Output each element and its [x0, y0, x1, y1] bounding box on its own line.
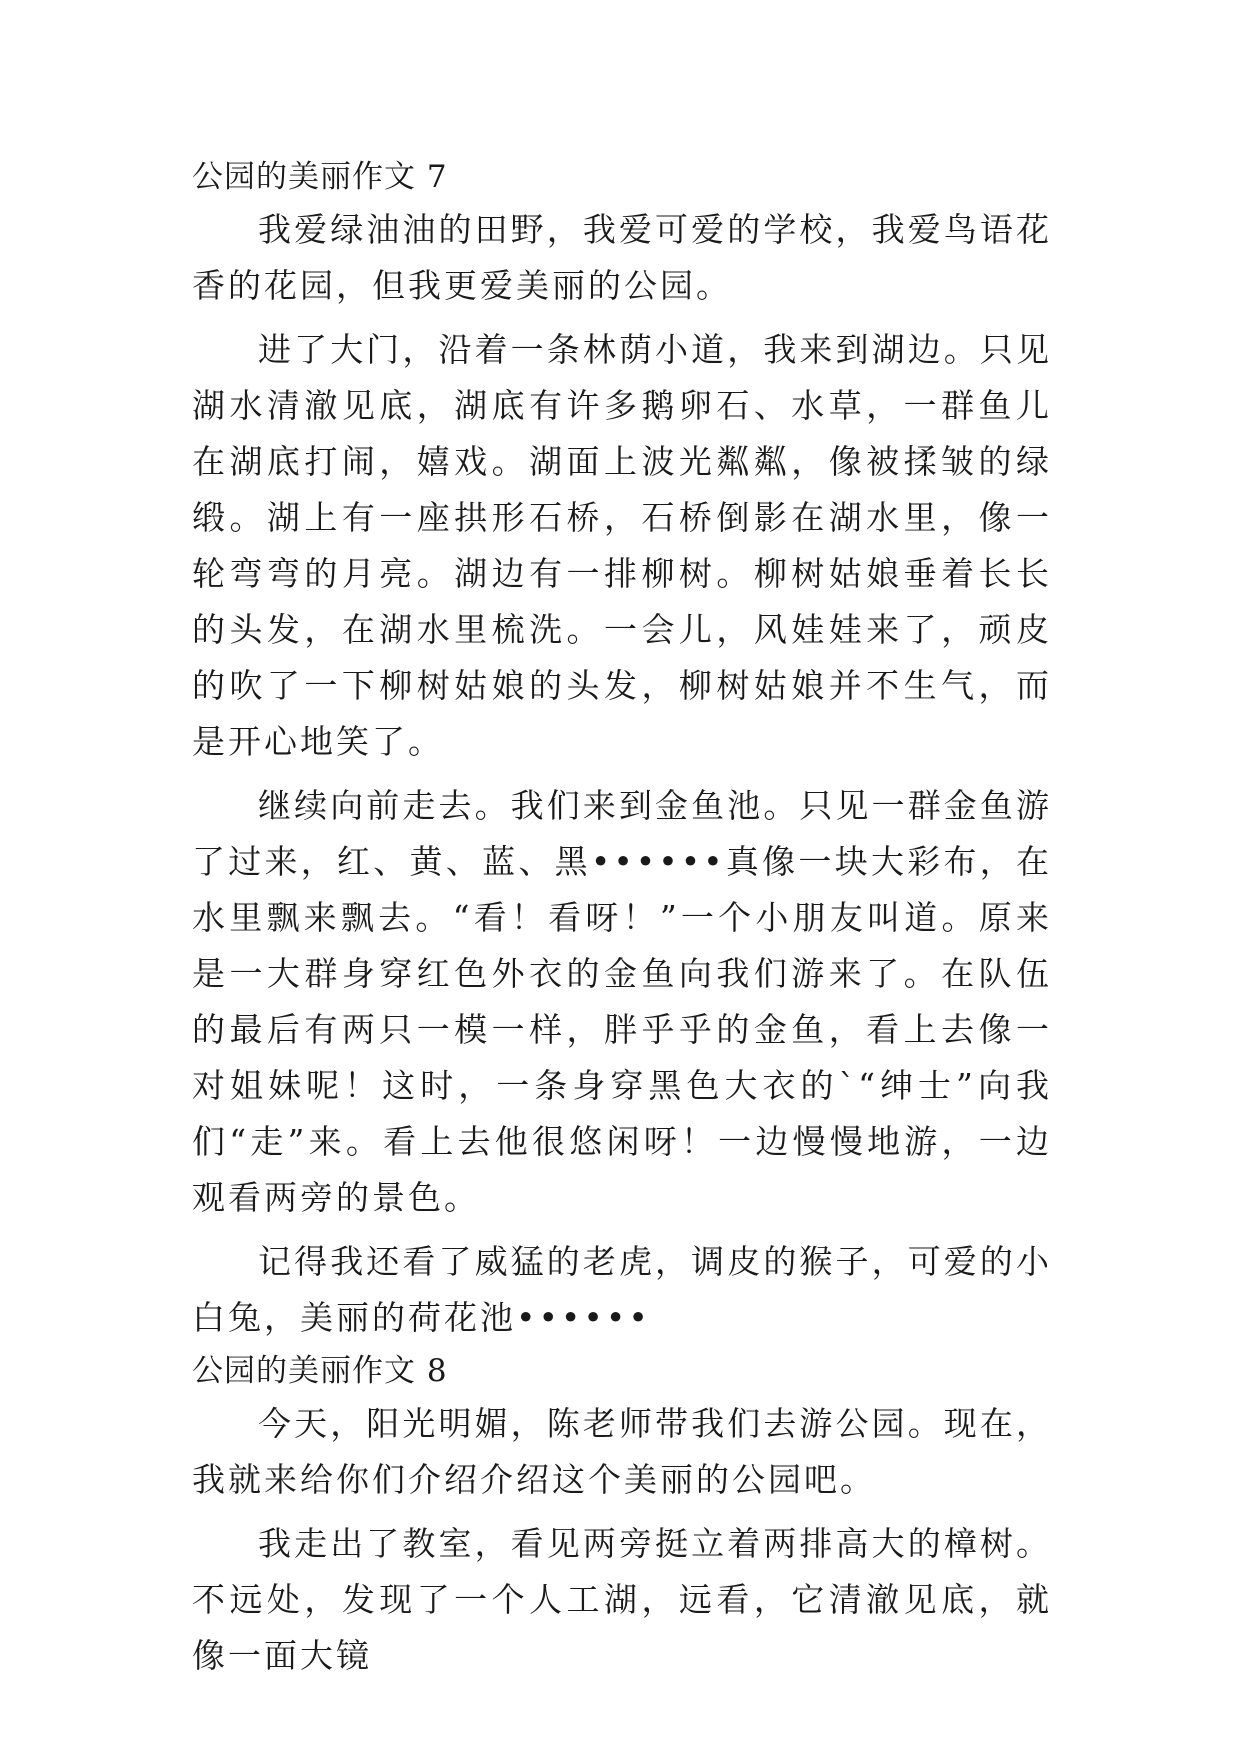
- document-page: [192, 152, 1052, 1684]
- paragraph: 进了大门，沿着一条林荫小道，我来到湖边。只见湖水清澈见底，湖底有许多鹅卵石、水草，一群鱼儿在湖底打闹，嬉戏。湖面上波光粼粼，像被揉皱的绿缎。湖上有一座拱形石桥，石桥倒影在湖水里，像一轮弯弯的月亮。湖边有一排柳树。柳树姑娘垂着长长的头发，在湖水里梳洗。一会儿，风娃娃来了，顽皮的吹了一下柳树姑娘的头发，柳树姑娘并不生气，而是开心地笑了。: [192, 330, 1052, 761]
- paragraph: 今天，阳光明媚，陈老师带我们去游公园。现在，我就来给你们介绍介绍这个美丽的公园吧。: [192, 1404, 1052, 1499]
- essay-title: 公园的美丽作文 8: [192, 1353, 448, 1389]
- paragraph: 记得我还看了威猛的老虎，调皮的猴子，可爱的小白兔，美丽的荷花池••••••: [192, 1242, 1052, 1337]
- essay-8: [192, 1346, 1052, 1684]
- paragraph: 我爱绿油油的田野，我爱可爱的学校，我爱鸟语花香的花园，但我更爱美丽的公园。: [192, 210, 1052, 305]
- essay-7: [192, 152, 1052, 1346]
- paragraph: 继续向前走去。我们来到金鱼池。只见一群金鱼游了过来，红、黄、蓝、黑••••••真像一块大彩布，在水里飘来飘去。“看！看呀！”一个小朋友叫道。原来是一大群身穿红色外衣的金鱼向我们游来了。在队伍的最后有两只一模一样，胖乎乎的金鱼，看上去像一对姐妹呢！这时，一条身穿黑色大衣的`“绅士”向我们“走”来。看上去他很悠闲呀！一边慢慢地游，一边观看两旁的景色。: [192, 786, 1052, 1217]
- essay-title: 公园的美丽作文 7: [192, 159, 448, 195]
- paragraph: 我走出了教室，看见两旁挺立着两排高大的樟树。不远处，发现了一个人工湖，远看，它清澈见底，就像一面大镜: [192, 1524, 1052, 1675]
